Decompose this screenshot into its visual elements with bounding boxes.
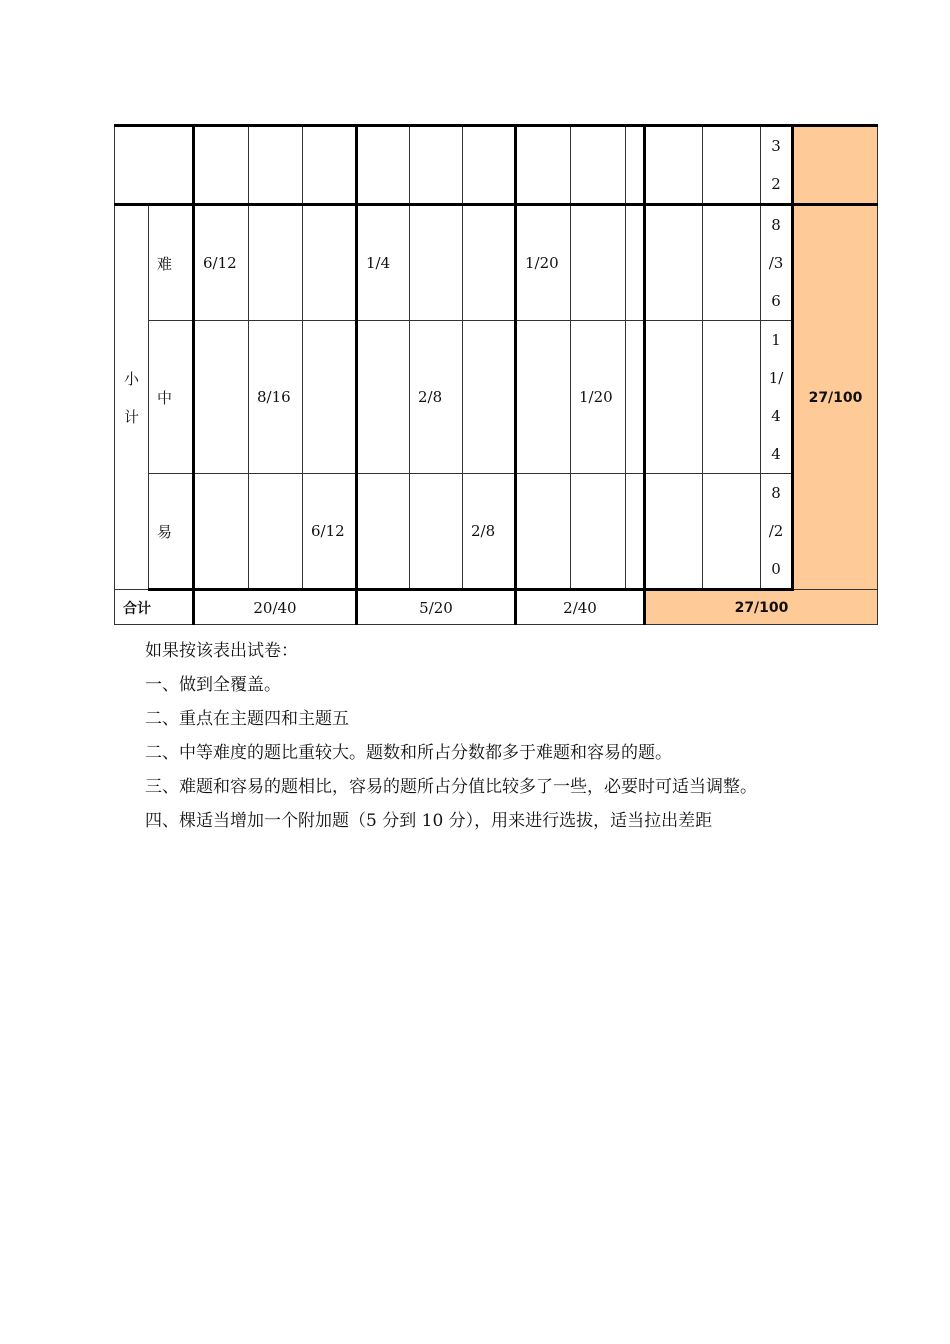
table-cell: 1/20 (516, 205, 571, 321)
table-cell (115, 126, 194, 205)
table-row (115, 126, 878, 205)
table-cell (761, 474, 793, 590)
vertical-value-line: 1/ (768, 369, 784, 387)
table-cell (194, 126, 249, 205)
table-row (115, 590, 878, 625)
table-cell (516, 321, 571, 474)
vertical-value-line: 1 (771, 331, 781, 349)
table-row (115, 474, 878, 590)
table-cell (410, 205, 463, 321)
notes-section (145, 634, 757, 838)
table-cell (703, 474, 761, 590)
table-cell (761, 321, 793, 474)
table-cell (571, 205, 626, 321)
subtotal-label-line: 计 (123, 407, 139, 426)
table-cell (626, 205, 645, 321)
table-cell (626, 474, 645, 590)
table-cell: 6/12 (303, 474, 357, 590)
table-cell (303, 205, 357, 321)
table-cell (761, 205, 793, 321)
table-cell (571, 474, 626, 590)
vertical-value-line: 8 (771, 484, 781, 502)
vertical-value-line: 2 (771, 175, 781, 193)
table-cell (463, 321, 516, 474)
vertical-value-line: /2 (768, 522, 784, 540)
table-cell (410, 474, 463, 590)
table-cell (303, 321, 357, 474)
subtotal-value: 27/100 (793, 205, 878, 590)
table-cell (516, 474, 571, 590)
table-cell (645, 205, 703, 321)
table-cell: 6/12 (194, 205, 249, 321)
score-distribution-table (114, 124, 878, 625)
highlight-cell (793, 126, 878, 205)
table-cell (516, 126, 571, 205)
note-line: 一、做到全覆盖。 (145, 675, 281, 695)
table-cell (249, 126, 303, 205)
table-cell (626, 126, 645, 205)
table-row (115, 205, 878, 321)
difficulty-label: 易 (149, 474, 194, 590)
table-cell (463, 126, 516, 205)
note-line: 二、重点在主题四和主题五 (145, 709, 349, 729)
table-cell (571, 126, 626, 205)
note-line: 如果按该表出试卷： (145, 641, 298, 661)
note-line: 二、中等难度的题比重较大。题数和所占分数都多于难题和容易的题。 (145, 743, 672, 763)
table-cell (357, 474, 410, 590)
table-cell (626, 321, 645, 474)
total-label: 合计 (115, 590, 194, 625)
table-cell (761, 126, 793, 205)
total-group-value: 2/40 (516, 590, 645, 625)
table-cell (194, 474, 249, 590)
vertical-value-line: 6 (771, 292, 781, 310)
grand-total-value: 27/100 (645, 590, 878, 625)
vertical-value-line: 4 (771, 445, 781, 463)
table-cell (357, 321, 410, 474)
table-cell (194, 321, 249, 474)
table-cell: 1/20 (571, 321, 626, 474)
note-line: 四、棵适当增加一个附加题（5 分到 10 分），用来进行选拔，适当拉出差距 (145, 811, 713, 831)
table-cell (410, 126, 463, 205)
vertical-value-line: 3 (771, 137, 781, 155)
table-cell (645, 126, 703, 205)
table-cell (357, 126, 410, 205)
vertical-value-line: 0 (771, 560, 781, 578)
table-cell: 1/4 (357, 205, 410, 321)
table-cell: 2/8 (463, 474, 516, 590)
table-row (115, 321, 878, 474)
table-cell (463, 205, 516, 321)
total-group-value: 5/20 (357, 590, 516, 625)
table-cell: 2/8 (410, 321, 463, 474)
table-cell (303, 126, 357, 205)
vertical-value-line: 4 (771, 407, 781, 425)
table-cell (645, 321, 703, 474)
table-cell (249, 205, 303, 321)
difficulty-label: 难 (149, 205, 194, 321)
table-cell (703, 126, 761, 205)
difficulty-label: 中 (149, 321, 194, 474)
vertical-value-line: 8 (771, 216, 781, 234)
total-group-value: 20/40 (194, 590, 357, 625)
vertical-value-line: /3 (768, 254, 784, 272)
subtotal-label-line: 小 (123, 369, 139, 388)
table-cell (703, 321, 761, 474)
table-cell (645, 474, 703, 590)
subtotal-label-cell (115, 205, 149, 590)
table-cell (703, 205, 761, 321)
table-cell: 8/16 (249, 321, 303, 474)
note-line: 三、难题和容易的题相比，容易的题所占分值比较多了一些，必要时可适当调整。 (145, 777, 757, 797)
table-cell (249, 474, 303, 590)
